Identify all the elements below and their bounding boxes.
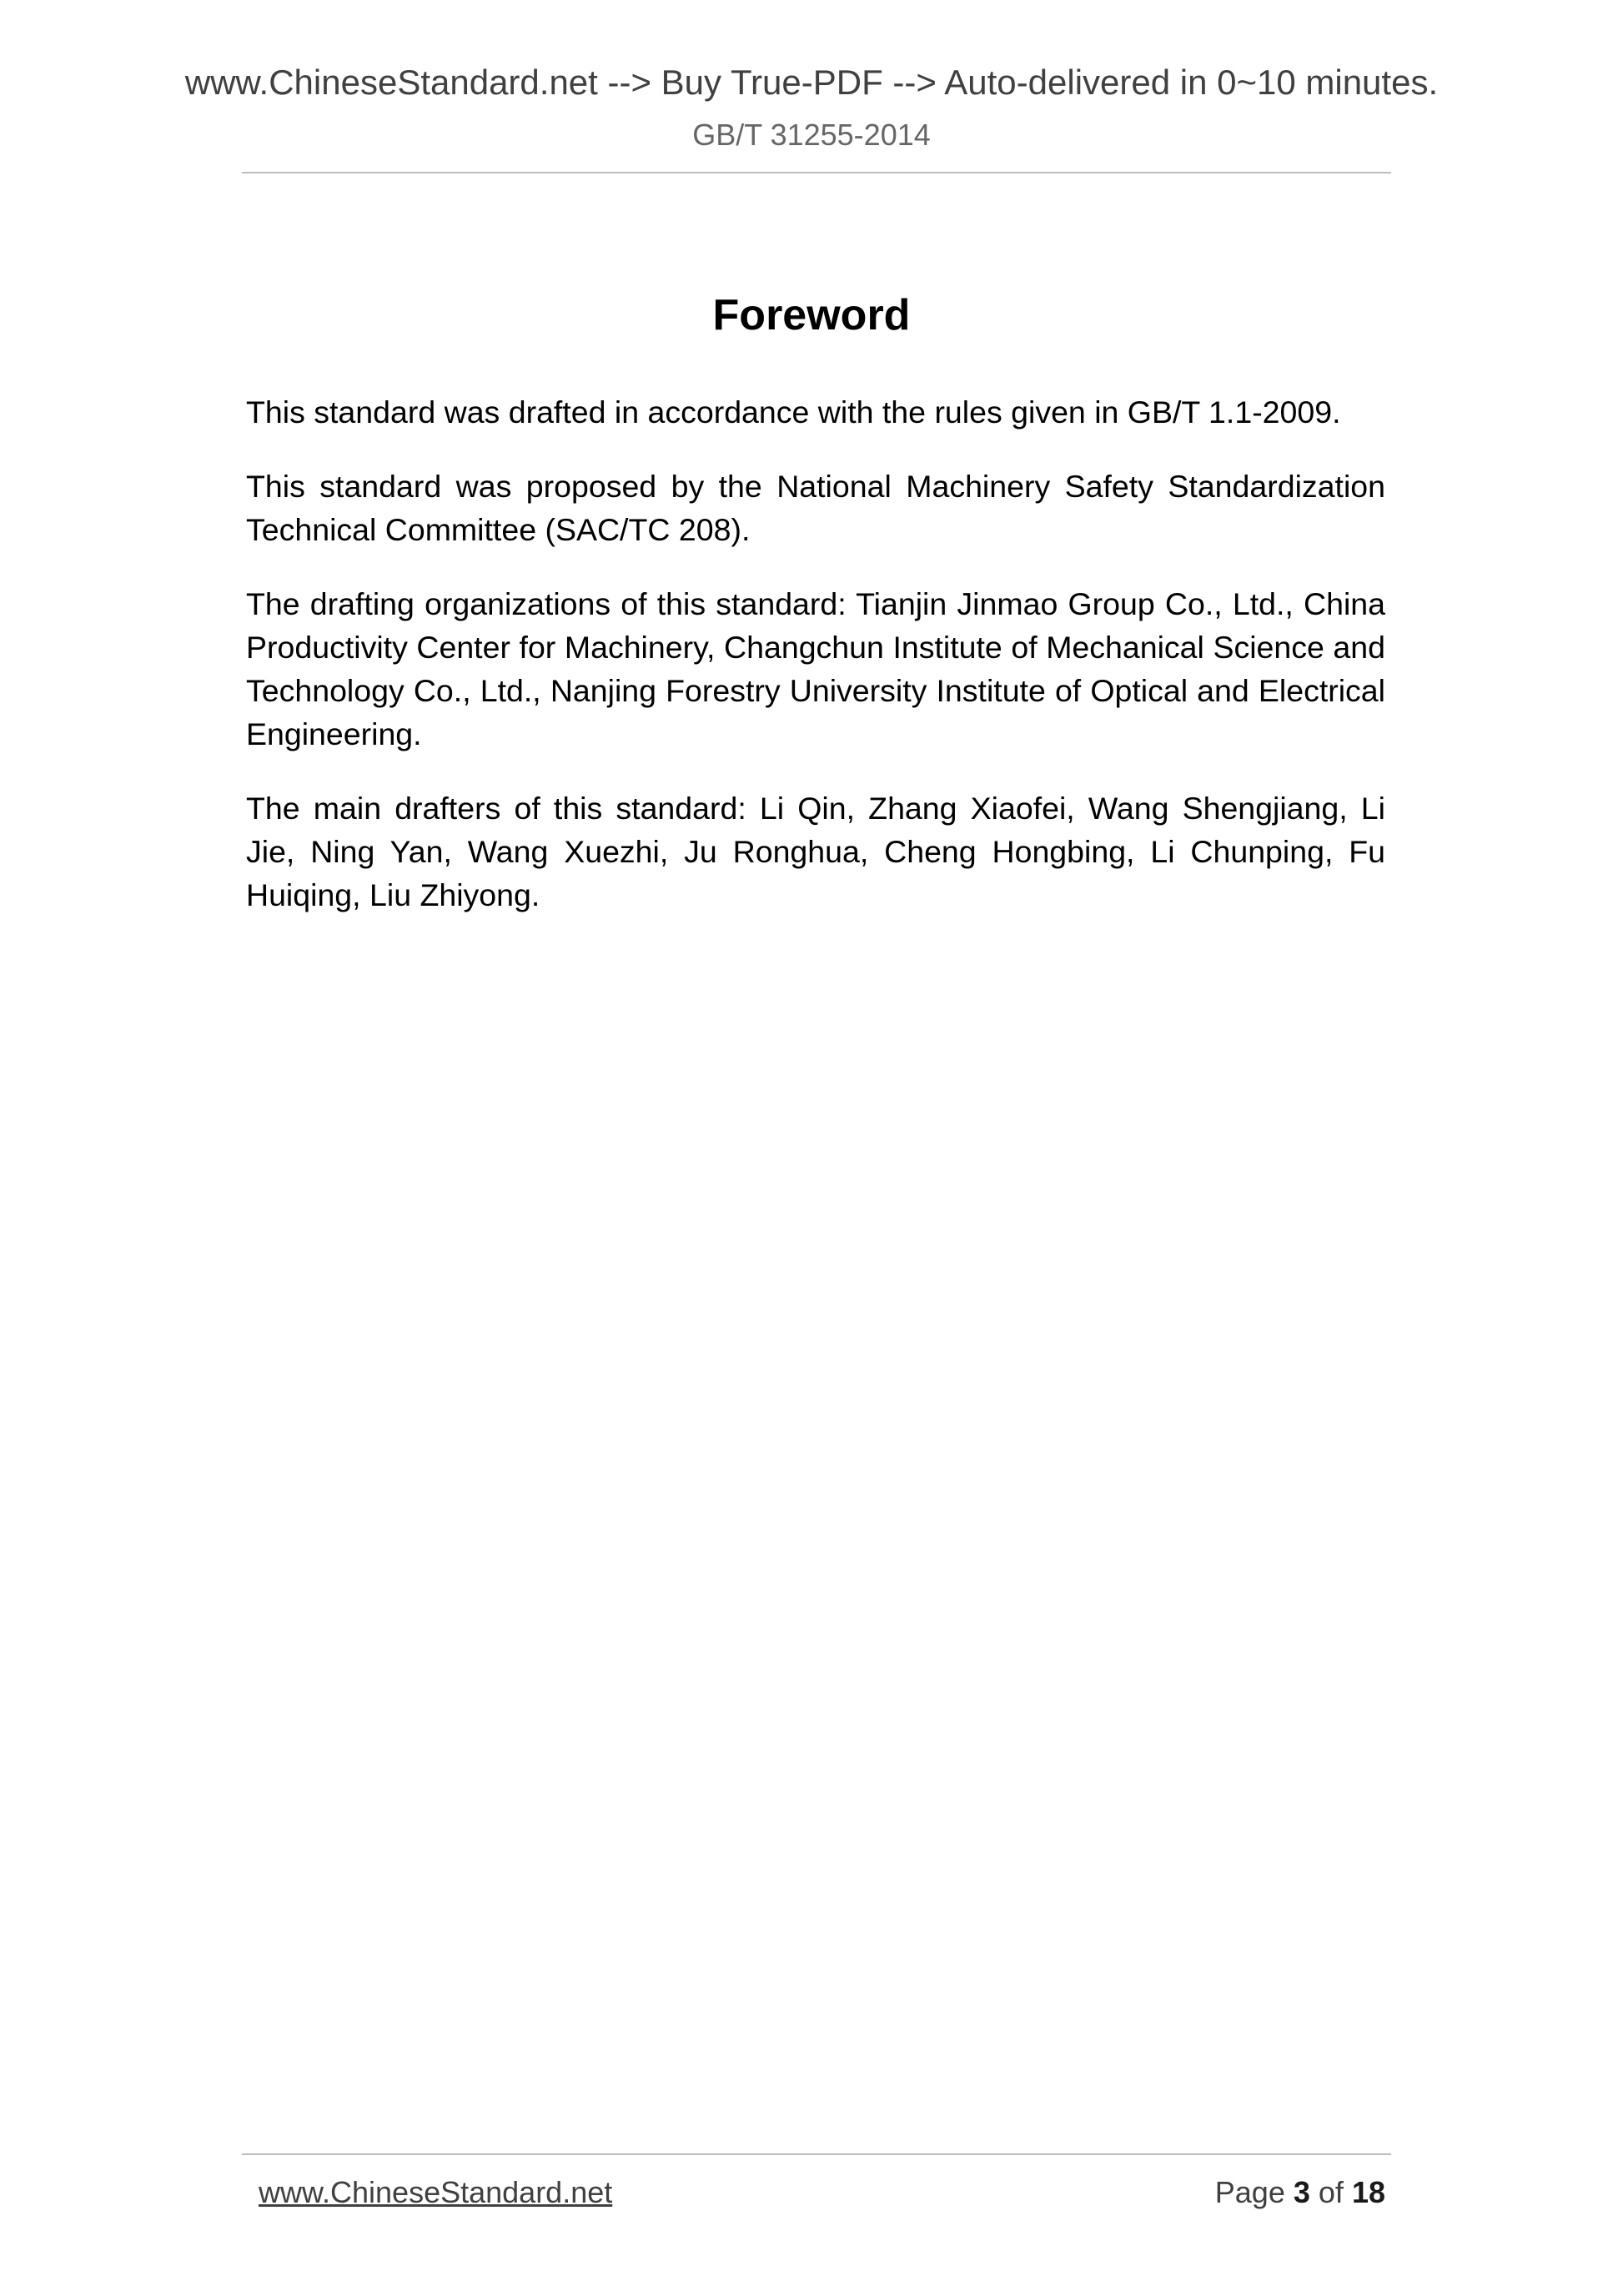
header-divider (242, 172, 1391, 173)
paragraph-drafting-organizations: The drafting organizations of this standard: Tianjin Jinmao Group Co., Ltd., China Productivity Center for Machinery, Changchun Institute of Mechanical Science and Technology Co., Ltd., Nanjing Forestry University Institute of Optical and Electrical Engineering. (246, 586, 1385, 751)
page-total: 18 (1351, 2175, 1385, 2209)
paragraph-proposer: This standard was proposed by the National Machinery Safety Standardization Technical Committee (SAC/TC 208). (246, 469, 1385, 547)
footer-divider (242, 2153, 1391, 2155)
paragraph-drafting-rules: This standard was drafted in accordance with the rules given in GB/T 1.1-2009. (246, 394, 1341, 430)
page-of: of (1318, 2175, 1344, 2209)
page-current: 3 (1293, 2175, 1310, 2209)
page-prefix: Page (1214, 2175, 1285, 2209)
foreword-body (246, 390, 1385, 947)
page-number (1215, 2174, 1385, 2210)
paragraph-main-drafters: The main drafters of this standard: Li Qin, Zhang Xiaofei, Wang Shengjiang, Li Jie, Ning Yan, Wang Xuezhi, Ju Ronghua, Cheng Hongbing, Li Chunping, Fu Huiqing, Liu Zhiyong. (246, 791, 1385, 912)
page-title: Foreword (712, 291, 911, 339)
document-code: GB/T 31255-2014 (692, 118, 931, 152)
header-banner: www.ChineseStandard.net --> Buy True-PDF --> Auto-delivered in 0~10 minutes. (184, 63, 1439, 102)
footer-website-link[interactable]: www.ChineseStandard.net (259, 2175, 613, 2209)
